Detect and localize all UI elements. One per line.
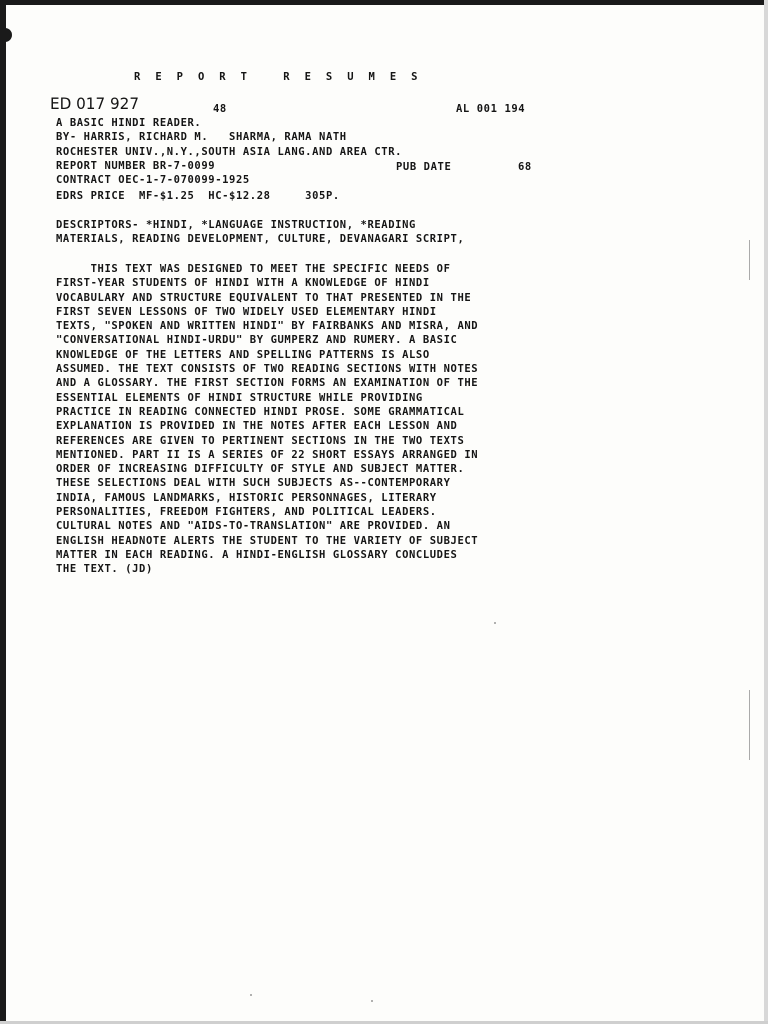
ed-number: ED 017 927: [50, 94, 140, 113]
report-heading: REPORT RESUMES: [134, 71, 433, 83]
scan-border-left: [0, 0, 6, 1024]
abstract-line: KNOWLEDGE OF THE LETTERS AND SPELLING PATTERNS IS ALSO: [56, 348, 430, 361]
abstract-line: MENTIONED. PART II IS A SERIES OF 22 SHORT ESSAYS ARRANGED IN: [56, 448, 479, 461]
institution-line: ROCHESTER UNIV.,N.Y.,SOUTH ASIA LANG.AND AREA CTR.: [56, 145, 403, 158]
abstract-line: ORDER OF INCREASING DIFFICULTY OF STYLE AND SUBJECT MATTER.: [56, 463, 465, 476]
abstract-line: THESE SELECTIONS DEAL WITH SUCH SUBJECTS AS--CONTEMPORARY: [56, 477, 451, 490]
abstract-line: PERSONALITIES, FREEDOM FIGHTERS, AND POLITICAL LEADERS.: [56, 506, 437, 519]
abstract-line: ENGLISH HEADNOTE ALERTS THE STUDENT TO THE VARIETY OF SUBJECT: [56, 534, 479, 547]
abstract-line: "CONVERSATIONAL HINDI-URDU" BY GUMPERZ AND RUMERY. A BASIC: [56, 334, 458, 347]
abstract-line: VOCABULARY AND STRUCTURE EQUIVALENT TO THAT PRESENTED IN THE: [56, 291, 472, 304]
contract-line: CONTRACT OEC-1-7-070099-1925: [56, 174, 250, 187]
scan-streak: [749, 240, 750, 280]
pub-date-label: PUB DATE: [396, 161, 452, 173]
scan-border-notch: [0, 28, 12, 42]
abstract-line: PRACTICE IN READING CONNECTED HINDI PROSE. SOME GRAMMATICAL: [56, 405, 465, 418]
ed-code: 48: [213, 103, 227, 115]
abstract-line: THIS TEXT WAS DESIGNED TO MEET THE SPECIFIC NEEDS OF: [56, 263, 451, 275]
abstract-line: TEXTS, "SPOKEN AND WRITTEN HINDI" BY FAIRBANKS AND MISRA, AND: [56, 320, 479, 333]
descriptors-block: [56, 218, 464, 247]
abstract-line: MATTER IN EACH READING. A HINDI-ENGLISH GLOSSARY CONCLUDES: [56, 548, 458, 561]
citation-block: [56, 116, 402, 187]
scan-border-right: [764, 0, 768, 1024]
descriptors-line: DESCRIPTORS- *HINDI, *LANGUAGE INSTRUCTION, *READING: [56, 219, 416, 231]
edrs-price-line: EDRS PRICE MF-$1.25 HC-$12.28 305P.: [56, 190, 340, 202]
document-title: A BASIC HINDI READER.: [56, 117, 202, 129]
pub-date-value: 68: [518, 161, 532, 173]
scan-border-top: [0, 0, 768, 5]
abstract-line: INDIA, FAMOUS LANDMARKS, HISTORIC PERSONNAGES, LITERARY: [56, 491, 437, 504]
abstract-line: FIRST-YEAR STUDENTS OF HINDI WITH A KNOWLEDGE OF HINDI: [56, 277, 430, 290]
scan-speck: [494, 622, 496, 624]
abstract-line: EXPLANATION IS PROVIDED IN THE NOTES AFTER EACH LESSON AND: [56, 420, 458, 433]
abstract-line: FIRST SEVEN LESSONS OF TWO WIDELY USED ELEMENTARY HINDI: [56, 305, 437, 318]
abstract-line: REFERENCES ARE GIVEN TO PERTINENT SECTIONS IN THE TWO TEXTS: [56, 434, 465, 447]
authors-line: BY- HARRIS, RICHARD M. SHARMA, RAMA NATH: [56, 131, 347, 144]
accession-number: AL 001 194: [456, 103, 526, 115]
report-number-line: REPORT NUMBER BR-7-0099: [56, 159, 216, 172]
abstract-line: ASSUMED. THE TEXT CONSISTS OF TWO READING SECTIONS WITH NOTES: [56, 363, 479, 376]
abstract-block: [56, 262, 478, 577]
abstract-line: ESSENTIAL ELEMENTS OF HINDI STRUCTURE WHILE PROVIDING: [56, 391, 423, 404]
abstract-line: AND A GLOSSARY. THE FIRST SECTION FORMS AN EXAMINATION OF THE: [56, 377, 479, 390]
abstract-line: THE TEXT. (JD): [56, 563, 153, 576]
scan-streak: [749, 690, 750, 760]
abstract-line: CULTURAL NOTES AND "AIDS-TO-TRANSLATION" ARE PROVIDED. AN: [56, 520, 451, 533]
descriptors-line: MATERIALS, READING DEVELOPMENT, CULTURE, DEVANAGARI SCRIPT,: [56, 233, 465, 246]
scan-speck: [250, 994, 252, 996]
scan-speck: [371, 1000, 373, 1002]
